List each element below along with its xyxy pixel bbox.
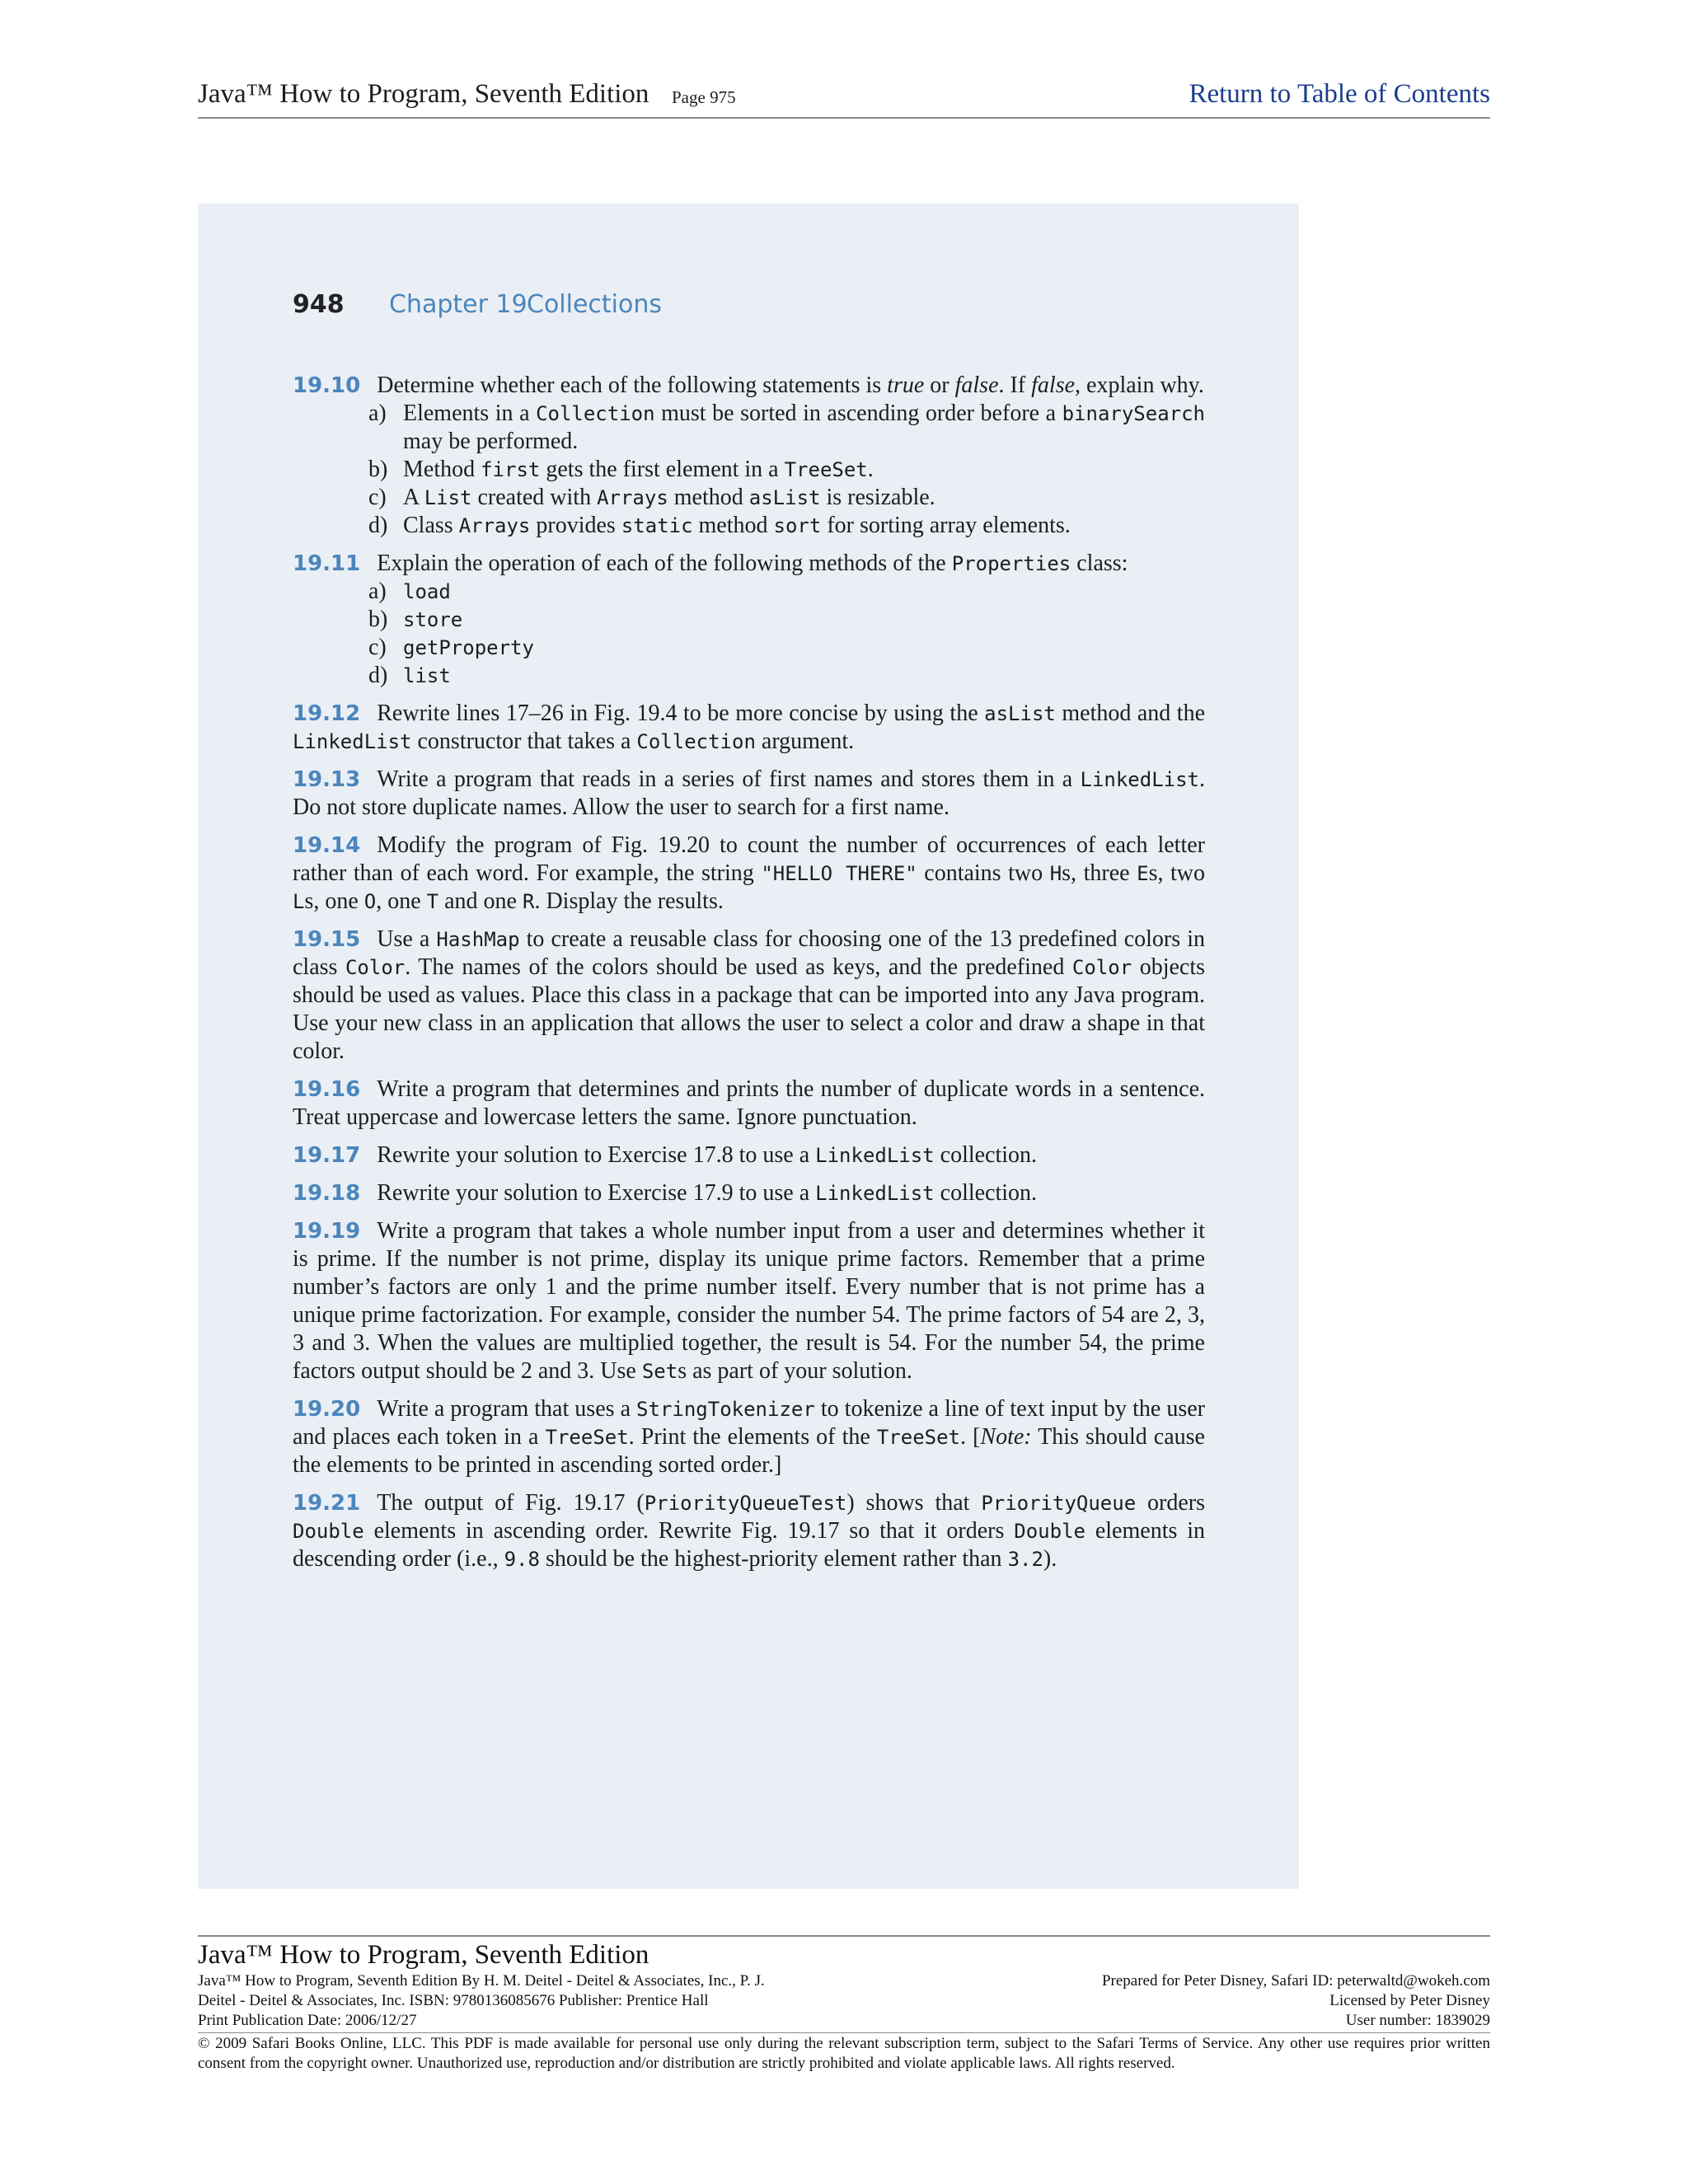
exercise-number: 19.19 [293, 1219, 361, 1244]
note-label: Note: [980, 1424, 1032, 1450]
code-term: 9.8 [504, 1548, 540, 1571]
exercise-text: constructor that takes a [411, 729, 637, 754]
exercise-19-16 [293, 1076, 1205, 1132]
sub-item-label: b) [368, 607, 388, 632]
exercise-number: 19.18 [293, 1181, 361, 1206]
code-term: Double [1014, 1520, 1085, 1543]
code-term: Properties [951, 552, 1071, 575]
book-page-number: 948 [293, 290, 345, 319]
item-text: for sorting array elements. [821, 513, 1071, 538]
exercise-text: Write a program that takes a whole number input from a user and determines whether it is prime. If the number is not prime, display its unique prime factors. Remember that a prime number’s factors are only 1 and the prime number itself. Every number that is not prime has a unique prime factorization. For example, consider the number 54. The prime factors of 54 are 2, 3, 3 and 3. When the values are multiplied together, the result is 54. For the number 54, the prime factors output should be 2 and 3. Use [293, 1218, 1205, 1384]
sub-item-label: b) [368, 457, 388, 482]
item-text: gets the first element in a [540, 457, 785, 482]
code-term: list [403, 664, 451, 687]
exercise-text: argument. [755, 729, 855, 754]
footer-publisher-info: Deitel - Deitel & Associates, Inc. ISBN: 9780136085676 Publisher: Prentice Hall [198, 1992, 709, 2009]
exercise-19-20 [293, 1395, 1205, 1479]
footer-prepared-for: Prepared for Peter Disney, Safari ID: peterwaltd@wokeh.com [1101, 1972, 1490, 1990]
code-term: LinkedList [815, 1182, 935, 1205]
exercise-number: 19.12 [293, 701, 361, 726]
exercise-text: This should cause the elements to be printed in ascending sorted order.] [293, 1424, 1205, 1478]
exercise-text: s, three [1062, 860, 1137, 886]
book-page [198, 204, 1299, 1889]
sub-item-label: d) [368, 663, 388, 688]
exercise-19-18 [293, 1179, 1205, 1207]
exercise-text: class: [1071, 551, 1128, 576]
code-term: L [293, 890, 305, 913]
exercise-number: 19.15 [293, 927, 361, 952]
item-text: Method [403, 457, 481, 482]
code-term: Collection [636, 730, 756, 753]
exercise-text: objects should be used as values. Place this class in a package that can be imported into any Java program. Use your new class in an application that allows the user to select a color and draw a shape in that color. [293, 954, 1206, 1064]
book-title: Java™ How to Program, Seventh Edition [198, 79, 649, 109]
exercise-text: Rewrite your solution to Exercise 17.8 to use a [377, 1142, 816, 1168]
exercise-text: Use a [377, 926, 437, 952]
exercise-text: orders [1136, 1490, 1206, 1516]
footer-row [198, 1971, 1490, 1991]
exercise-19-12 [293, 700, 1205, 756]
sub-item-list [293, 578, 1205, 690]
sub-item-list [293, 400, 1205, 540]
sub-item-d [368, 662, 1205, 690]
code-term: Color [345, 956, 406, 979]
exercise-text: . Print the elements of the [628, 1424, 877, 1450]
exercise-text: elements in descending order (i.e., [293, 1518, 1206, 1572]
exercise-number: 19.20 [293, 1397, 361, 1422]
code-term: O [363, 890, 377, 913]
exercise-text: collection. [934, 1180, 1038, 1206]
exercise-text: Modify the program of Fig. 19.20 to count the number of occurrences of each letter rather than of each word. For example, the string [293, 832, 1205, 886]
exercise-text: ). [1043, 1546, 1057, 1572]
code-term: R [522, 890, 535, 913]
exercise-text: Determine whether each of the following statements is [377, 373, 888, 398]
exercise-text: Write a program that determines and prints the number of duplicate words in a sentence. Treat uppercase and lowercase letters the same. Ignore punctuation. [293, 1076, 1205, 1130]
exercise-19-11 [293, 550, 1205, 690]
sub-item-d [368, 512, 1205, 540]
exercise-19-10 [293, 372, 1205, 540]
exercise-number: 19.14 [293, 833, 361, 858]
page-footer [198, 1935, 1490, 2074]
exercise-19-14 [293, 832, 1205, 916]
exercise-text: . Do not store duplicate names. Allow the user to search for a first name. [293, 766, 1205, 820]
code-term: E [1137, 862, 1149, 885]
exercise-19-19 [293, 1217, 1205, 1385]
page-number-label: Page 975 [672, 87, 736, 107]
exercise-text: , explain why. [1075, 373, 1204, 398]
item-text: Elements in a [403, 401, 537, 426]
item-text: method [692, 513, 774, 538]
exercise-text: Explain the operation of each of the following methods of the [377, 551, 952, 576]
footer-book-info: Java™ How to Program, Seventh Edition By H. M. Deitel - Deitel & Associates, Inc., P. J. [198, 1972, 765, 1990]
exercise-text: method and the [1055, 701, 1205, 726]
code-term: store [403, 608, 463, 631]
code-term: TreeSet [784, 458, 868, 481]
exercise-number: 19.11 [293, 551, 361, 576]
sub-item-b [368, 456, 1205, 484]
code-term: Set [641, 1360, 678, 1383]
exercise-19-15 [293, 926, 1205, 1066]
code-term: 3.2 [1007, 1548, 1043, 1571]
code-term: LinkedList [1080, 768, 1199, 791]
code-term: static [621, 514, 693, 537]
footer-publication-date: Print Publication Date: 2006/12/27 [198, 2012, 417, 2029]
code-term: asList [748, 486, 821, 509]
code-term: Collection [536, 402, 655, 425]
code-term: first [481, 458, 541, 481]
footer-copyright-notice: © 2009 Safari Books Online, LLC. This PDF is made available for personal use only during the relevant subscription term, subject to the Safari Terms of Service. Any other use requires prior written consent from the copyright owner. Unauthorized use, reproduction and/or distribution are strictly prohibited and violate applicable laws. All rights reserved. [198, 2032, 1490, 2074]
exercise-text: . If [998, 373, 1032, 398]
exercise-text: to tokenize a line of text input by the user and places each token in a [293, 1396, 1205, 1450]
code-term: "HELLO THERE" [761, 862, 917, 885]
chapter-title: Collections [527, 290, 663, 319]
footer-row [198, 2011, 1490, 2031]
footer-row [198, 1991, 1490, 2011]
code-term: PriorityQueueTest [644, 1492, 847, 1515]
sub-item-c [368, 634, 1205, 662]
code-term: Double [293, 1520, 364, 1543]
exercise-text: contains two [917, 860, 1050, 886]
code-term: LinkedList [815, 1144, 935, 1167]
sub-item-label: c) [368, 485, 387, 510]
code-term: binarySearch [1062, 402, 1205, 425]
item-text: Class [403, 513, 459, 538]
item-text: provides [530, 513, 621, 538]
code-term: Color [1071, 956, 1132, 979]
exercise-19-21 [293, 1489, 1205, 1573]
code-term: H [1049, 862, 1062, 885]
code-term: Arrays [458, 514, 531, 537]
exercise-text: s as part of your solution. [678, 1358, 912, 1384]
code-term: LinkedList [293, 730, 412, 753]
exercise-text: ) shows that [846, 1490, 982, 1516]
exercise-text: Write a program that uses a [377, 1396, 637, 1422]
code-term: List [424, 486, 472, 509]
exercise-text: elements in ascending order. Rewrite Fig. 19.17 so that it orders [363, 1518, 1015, 1544]
exercise-text: . Display the results. [534, 888, 724, 914]
sub-item-a [368, 400, 1205, 456]
footer-licensed-by: Licensed by Peter Disney [1329, 1992, 1490, 2009]
code-term: load [403, 580, 451, 603]
exercise-number: 19.13 [293, 767, 361, 792]
sub-item-c [368, 484, 1205, 512]
exercise-text: or [924, 373, 955, 398]
code-term: Arrays [597, 486, 668, 509]
code-term: asList [984, 702, 1056, 725]
item-text: method [668, 485, 749, 510]
code-term: sort [773, 514, 822, 537]
exercise-text: s, two [1148, 860, 1206, 886]
exercise-text: to create a reusable class for choosing one of the 13 predefined colors in class [293, 926, 1205, 980]
item-text: must be sorted in ascending order before a [654, 401, 1062, 426]
exercise-text: , one [376, 888, 427, 914]
footer-user-number: User number: 1839029 [1345, 2012, 1490, 2029]
sub-item-label: a) [368, 401, 387, 426]
sub-item-label: a) [368, 579, 387, 604]
exercise-19-13 [293, 766, 1205, 822]
exercise-number: 19.10 [293, 373, 361, 398]
code-term: TreeSet [545, 1426, 629, 1449]
item-text: is resizable. [820, 485, 935, 510]
exercise-text: Rewrite lines 17–26 in Fig. 19.4 to be more concise by using the [377, 701, 985, 726]
item-text: . [867, 457, 874, 482]
sub-item-b [368, 606, 1205, 634]
exercise-text: . [ [960, 1424, 981, 1450]
code-term: getProperty [403, 636, 534, 659]
exercise-text: collection. [934, 1142, 1038, 1168]
exercise-text: The output of Fig. 19.17 ( [377, 1490, 645, 1516]
exercise-number: 19.17 [293, 1143, 361, 1168]
code-term: StringTokenizer [636, 1398, 815, 1421]
exercise-text: Rewrite your solution to Exercise 17.9 to use a [377, 1180, 816, 1206]
item-text: created with [471, 485, 598, 510]
code-term: T [426, 890, 439, 913]
sub-item-label: d) [368, 513, 388, 538]
exercise-text: . The names of the colors should be used as keys, and the predefined [405, 954, 1072, 980]
exercise-text: and one [438, 888, 523, 914]
return-to-toc-link[interactable]: Return to Table of Contents [1189, 79, 1490, 109]
exercise-number: 19.21 [293, 1491, 361, 1516]
exercise-text: Write a program that reads in a series of first names and stores them in a [377, 766, 1081, 792]
exercise-number: 19.16 [293, 1077, 361, 1102]
footer-book-title: Java™ How to Program, Seventh Edition [198, 1940, 649, 1970]
sub-item-a [368, 578, 1205, 606]
sub-item-label: c) [368, 635, 387, 660]
emphasis-false: false [1031, 373, 1076, 398]
item-text: A [403, 485, 424, 510]
code-term: TreeSet [876, 1426, 960, 1449]
page-header [198, 76, 1490, 119]
exercise-text: should be the highest-priority element rather than [539, 1546, 1008, 1572]
chapter-label: Chapter 19 [389, 290, 528, 319]
exercise-text: s, one [304, 888, 364, 914]
exercise-19-17 [293, 1141, 1205, 1169]
item-text: may be performed. [403, 429, 579, 454]
emphasis-true: true [887, 373, 925, 398]
emphasis-false: false [954, 373, 999, 398]
code-term: PriorityQueue [981, 1492, 1137, 1515]
exercise-list [293, 372, 1205, 1583]
code-term: HashMap [436, 928, 520, 951]
